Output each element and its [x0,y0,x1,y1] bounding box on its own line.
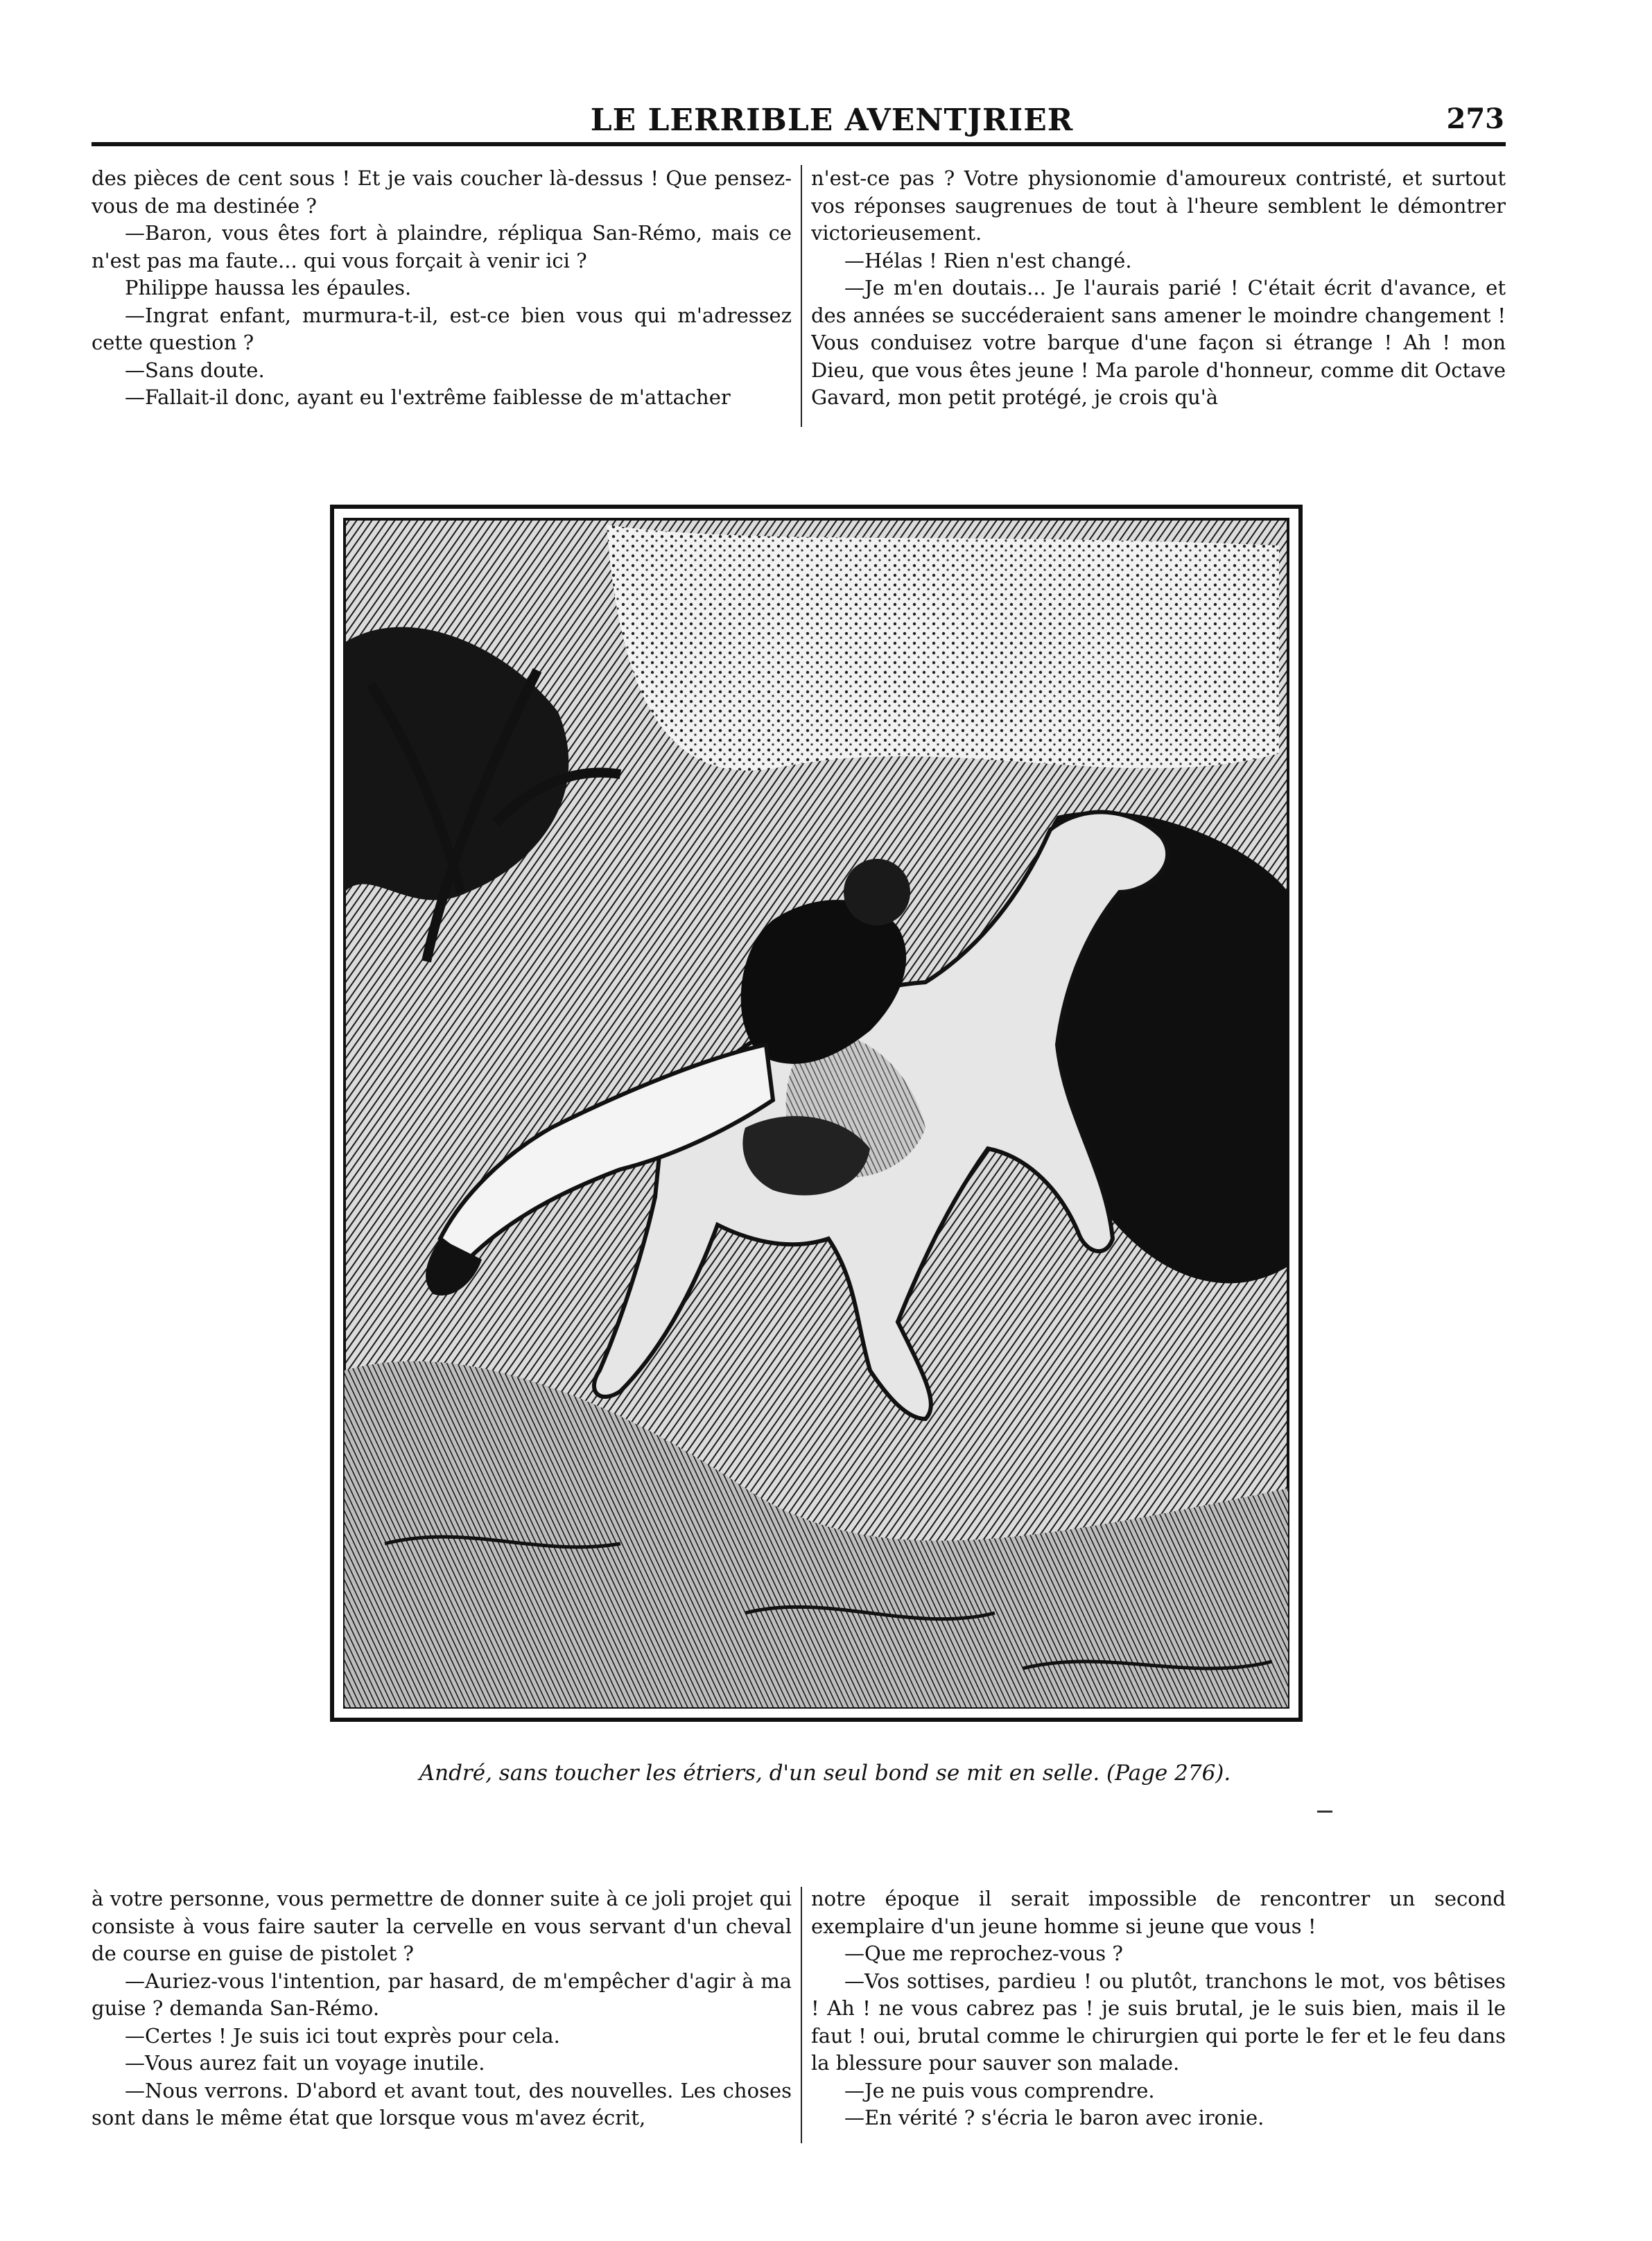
running-title: LE LERRIBLE AVENTJRIER [590,103,1074,138]
paragraph: —Certes ! Je suis ici tout exprès pour cela. [125,2023,560,2048]
paragraph: —Je m'en doutais... Je l'aurais parié ! C'était écrit d'avance, et des années se succéderaient sans amener le moindre changement ! Vous conduisez votre barque d'une façon si étrange ! Ah ! mon Dieu, que vous êtes jeune ! Ma parole d'honneur, comme dit Octave Gavard, mon petit protégé, je crois qu'à [811,276,1506,409]
header-rule [92,142,1506,146]
column-divider [801,1887,802,2143]
column-top-left [92,165,792,428]
paragraph: —Que me reprochez-vous ? [844,1942,1123,1965]
paragraph: —En vérité ? s'écria le baron avec ironie. [844,2106,1264,2129]
paragraph: —Nous verrons. D'abord et avant tout, des nouvelles. Les choses sont dans le même état que lorsque vous m'avez écrit, [92,2078,792,2129]
column-divider [801,165,802,427]
paragraph: notre époque il serait impossible de rencontrer un second exemplaire d'un jeune homme si jeune que vous ! [811,1887,1506,1938]
paragraph: —Hélas ! Rien n'est changé. [844,248,1132,272]
paragraph: n'est-ce pas ? Votre physionomie d'amoureux contristé, et surtout vos réponses saugrenues de tout à l'heure semblent le démontrer victorieusement. [811,166,1506,245]
horse-rider-engraving-icon [329,504,1303,1723]
column-top-right [811,165,1506,428]
engraving-illustration [329,504,1303,1723]
paragraph: à votre personne, vous permettre de donner suite à ce joli projet qui consiste à vous faire sauter la cervelle en vous servant d'un cheval de course en guise de pistolet ? [92,1887,792,1965]
paragraph: —Ingrat enfant, murmura-t-il, est-ce bien vous qui m'adressez cette question ? [92,303,792,354]
page-number: 273 [1446,103,1504,135]
paragraph: —Vos sottises, pardieu ! ou plutôt, tranchons le mot, vos bêtises ! Ah ! ne vous cabrez pas ! je suis brutal, je le suis bien, mais il le faut ! oui, brutal comme le chirurgien qui porte le fer et le feu dans la blessure pour sauver son malade. [811,1969,1506,2075]
caption-mark [1317,1811,1332,1813]
paragraph: Philippe haussa les épaules. [125,276,412,299]
illustration-caption: André, sans toucher les étriers, d'un seul bond se mit en selle. (Page 276). [419,1761,1231,1786]
paragraph: —Baron, vous êtes fort à plaindre, répliqua San-Rémo, mais ce n'est pas ma faute... qui vous forçait à venir ici ? [92,221,792,272]
paragraph: —Fallait-il donc, ayant eu l'extrême faiblesse de m'attacher [125,385,731,409]
column-bottom-left [92,1885,792,2156]
paragraph: —Vous aurez fait un voyage inutile. [125,2051,485,2075]
paragraph: —Sans doute. [125,358,265,382]
paragraph: —Je ne puis vous comprendre. [844,2078,1155,2102]
column-bottom-right [811,1885,1506,2156]
paragraph: —Auriez-vous l'intention, par hasard, de m'empêcher d'agir à ma guise ? demanda San-Rémo. [92,1969,792,2020]
paragraph: des pièces de cent sous ! Et je vais coucher là-dessus ! Que pensez-vous de ma destinée ? [92,166,792,218]
